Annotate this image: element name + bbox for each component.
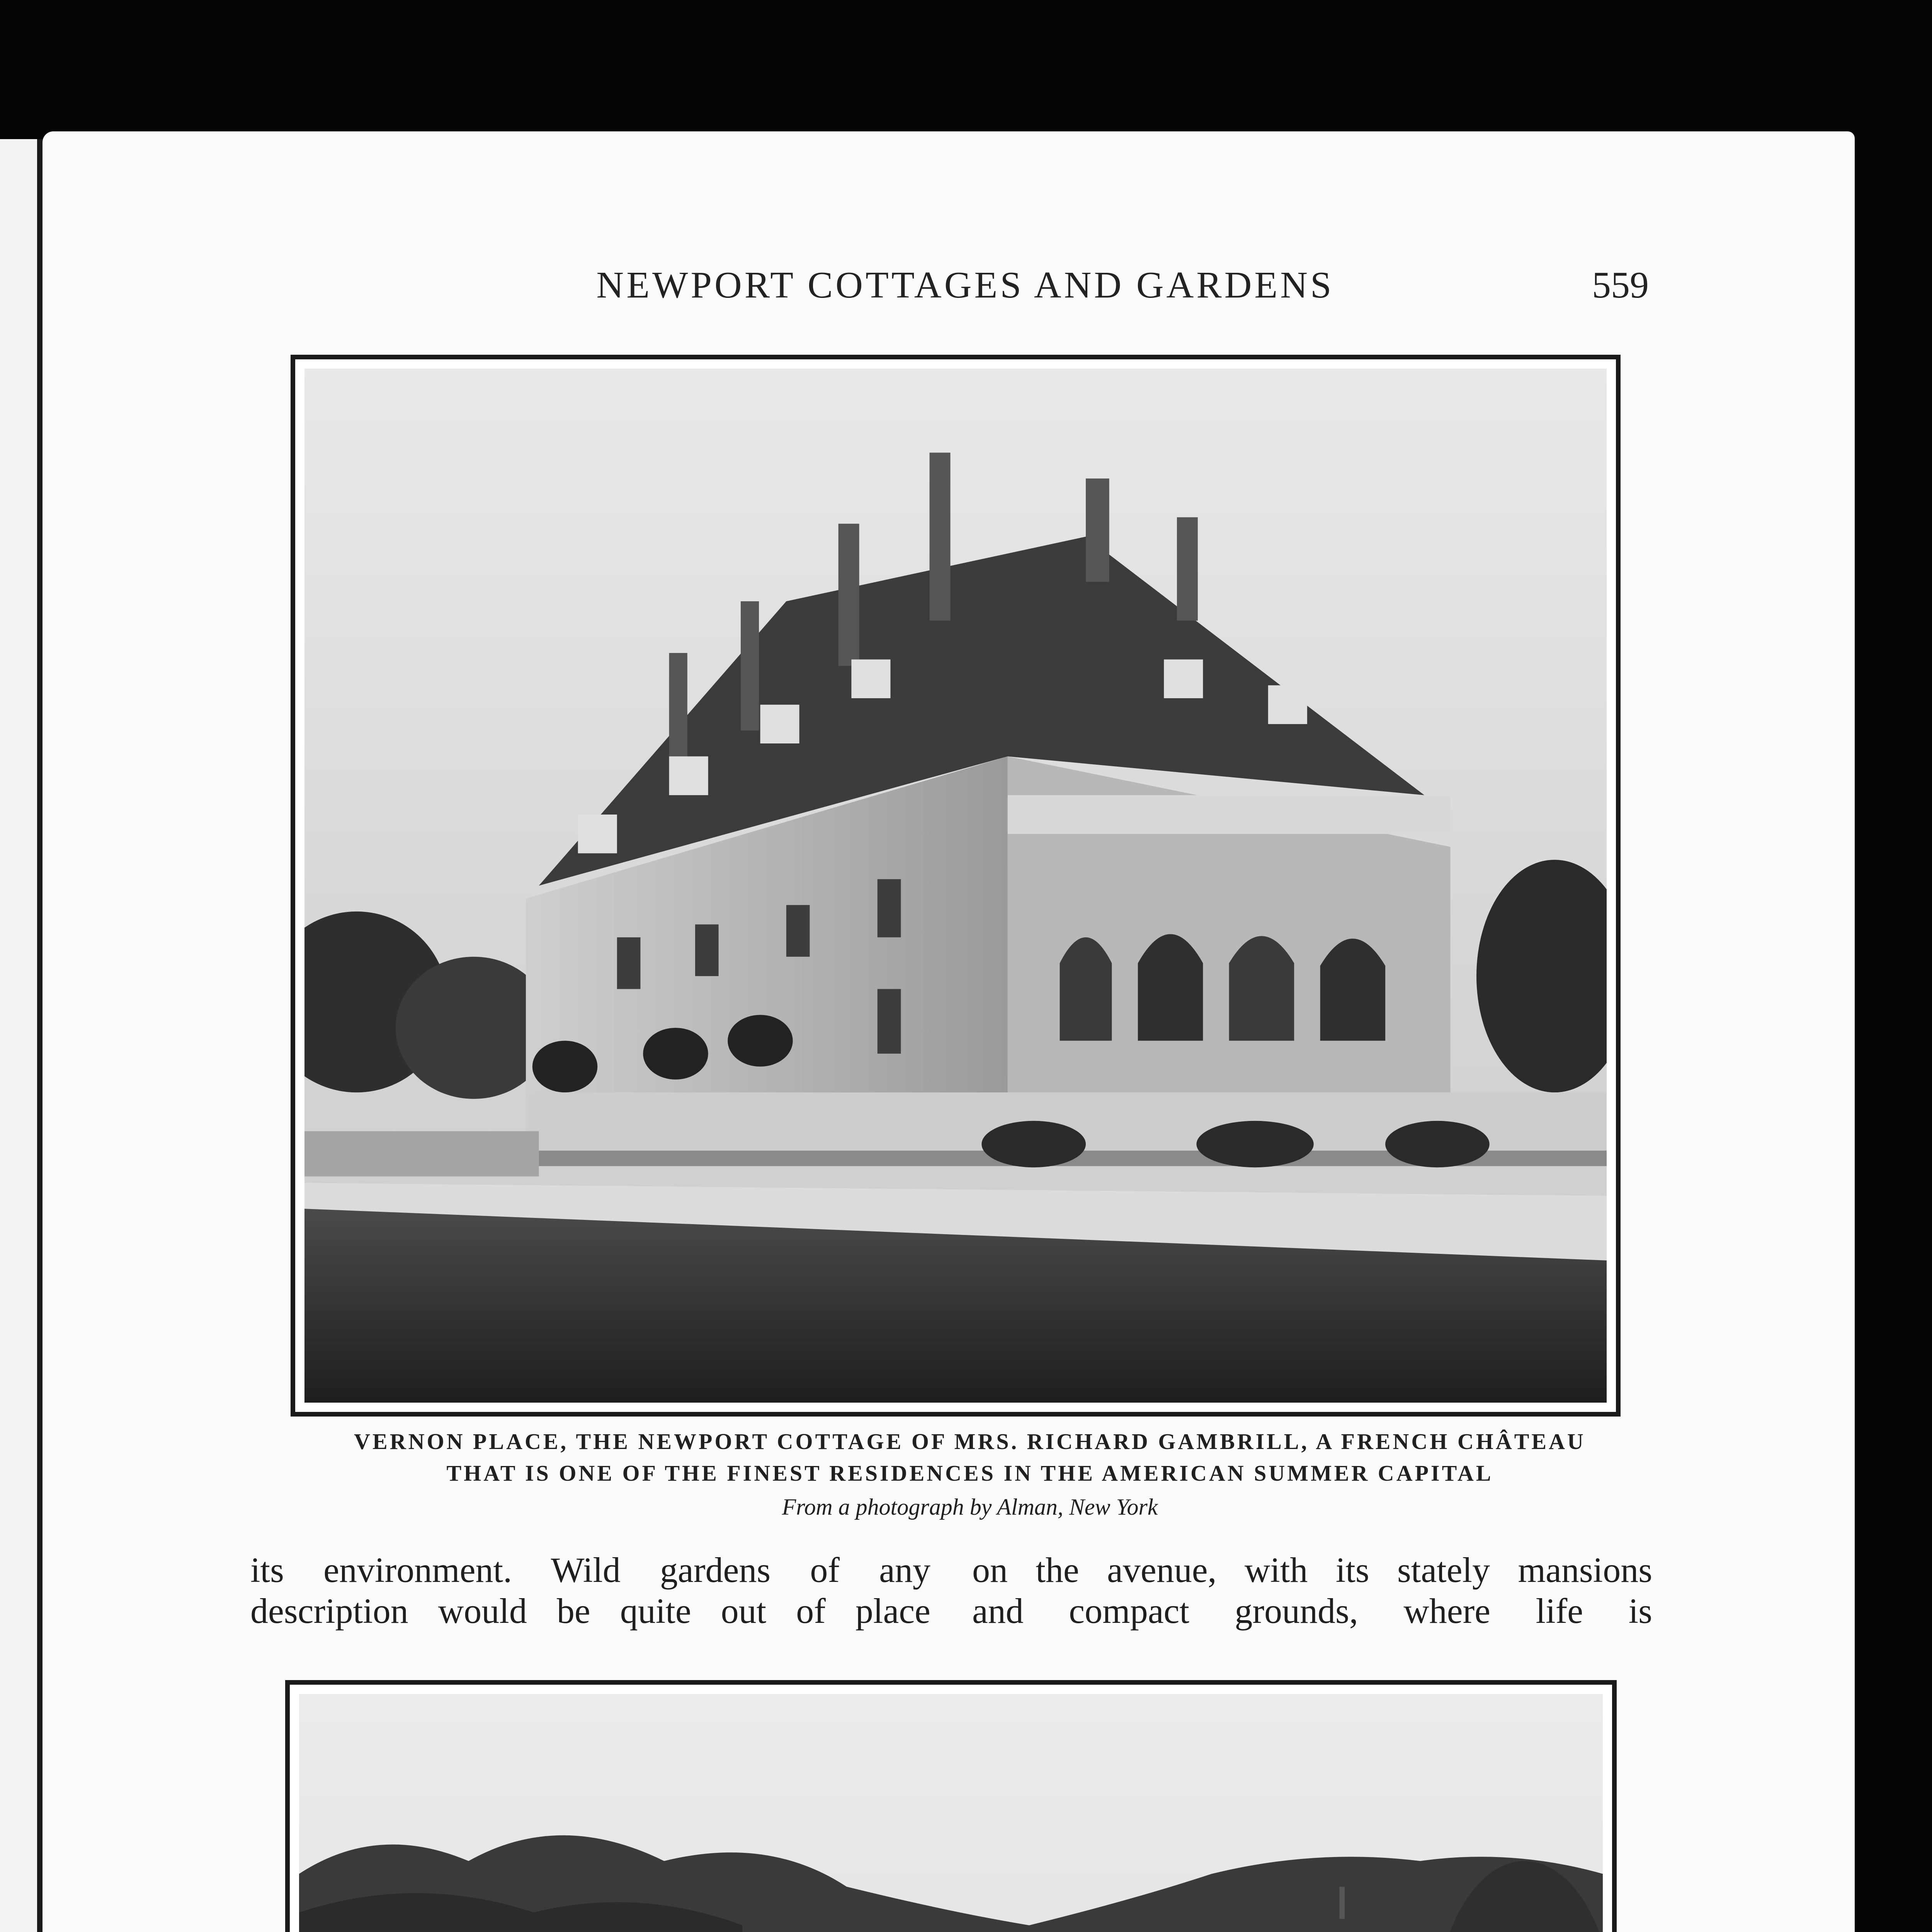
chateau-caption <box>270 1426 1669 1525</box>
chateau-photograph <box>291 355 1621 1417</box>
body-text-left-column <box>250 1549 930 1631</box>
text-line: on the avenue, with its stately mansions <box>972 1550 1652 1590</box>
pergola-photo-illustration <box>299 1694 1603 1932</box>
body-text-right-column <box>972 1549 1652 1631</box>
text-line: its environment. Wild gardens of any <box>250 1550 930 1590</box>
pergola-photograph <box>285 1680 1617 1932</box>
text-line: and compact grounds, where life is <box>972 1591 1652 1631</box>
caption-line: THAT IS ONE OF THE FINEST RESIDENCES IN THE AMERICAN SUMMER CAPITAL <box>446 1461 1493 1486</box>
text-line: description would be quite out of place <box>250 1591 930 1631</box>
chateau-photo-illustration <box>304 369 1607 1403</box>
page-number: 559 <box>1592 264 1649 306</box>
photo-credit: From a photograph by Alman, New York <box>782 1494 1158 1520</box>
running-head: NEWPORT COTTAGES AND GARDENS <box>596 264 1334 306</box>
facing-page-edge <box>0 139 43 1932</box>
caption-line: VERNON PLACE, THE NEWPORT COTTAGE OF MRS. RICHARD GAMBRILL, A FRENCH CHÂTEAU <box>354 1429 1586 1454</box>
